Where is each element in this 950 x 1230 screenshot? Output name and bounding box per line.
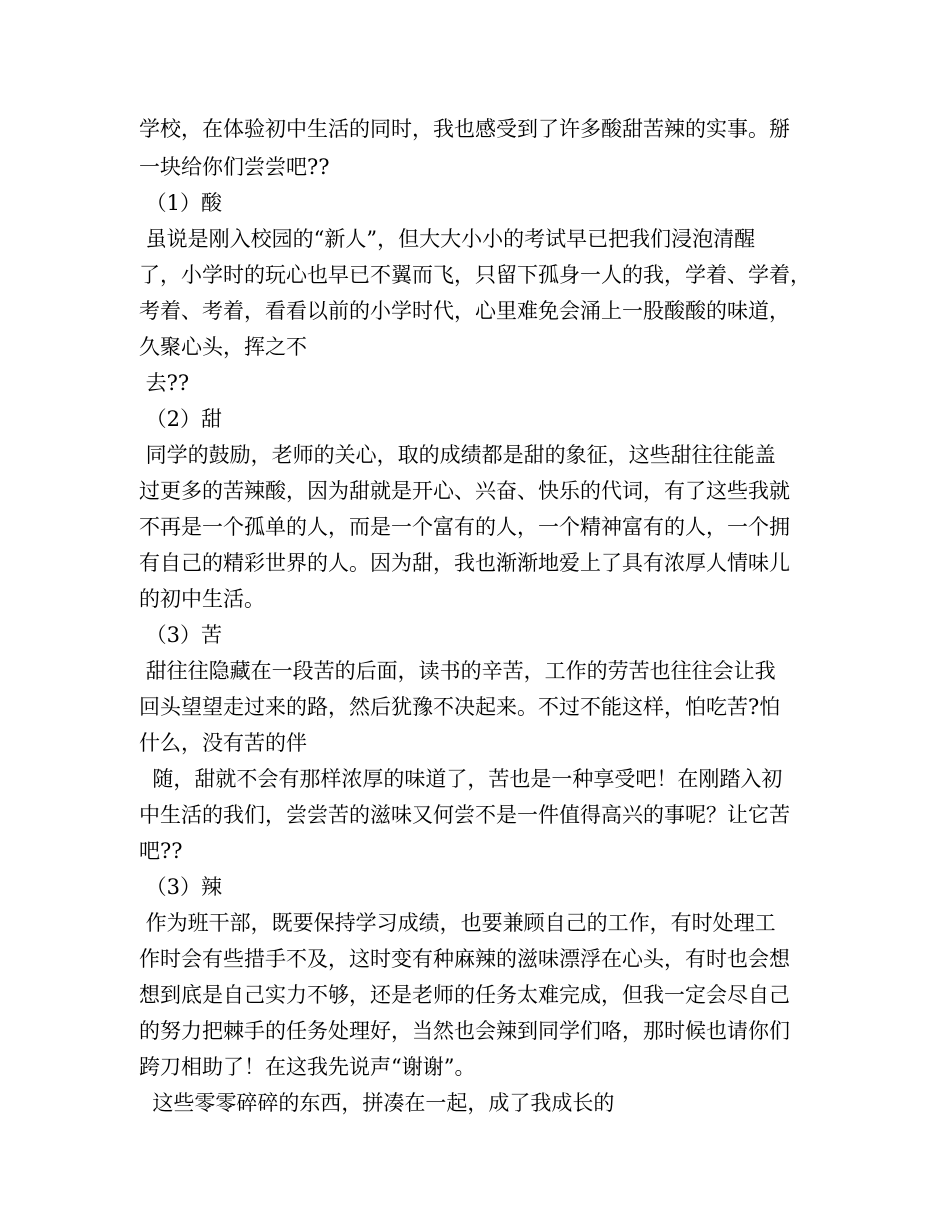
text-line-1: 学校，在体验初中生活的同时，我也感受到了许多酸甜苦辣的实事。掰 xyxy=(139,117,790,141)
text-line-20: 中生活的我们，尝尝苦的滋味又何尝不是一件值得高兴的事呢？让它苦 xyxy=(139,803,790,827)
text-line-11: 过更多的苦辣酸，因为甜就是开心、兴奋、快乐的代词，有了这些我就 xyxy=(139,479,790,503)
text-line-5: 了，小学时的玩心也早已不翼而飞，只留下孤身一人的我，学着、学着， xyxy=(139,263,811,287)
text-line-8: 去?? xyxy=(139,371,190,395)
text-line-7: 久聚心头，挥之不 xyxy=(139,335,307,359)
text-line-16: 甜往往隐藏在一段苦的后面，读书的辛苦，工作的劳苦也往往会让我 xyxy=(139,659,776,683)
text-line-27: 跨刀相助了！在这我先说声“谢谢”。 xyxy=(139,1055,476,1079)
text-line-21: 吧?? xyxy=(139,839,183,863)
text-line-13: 有自己的精彩世界的人。因为甜，我也渐渐地爱上了具有浓厚人情味儿 xyxy=(139,551,790,575)
text-line-18: 什么，没有苦的伴 xyxy=(139,731,307,755)
text-line-19: 随，甜就不会有那样浓厚的味道了，苦也是一种享受吧！在刚踏入初 xyxy=(139,767,783,791)
text-line-26: 的努力把棘手的任务处理好，当然也会辣到同学们咯，那时候也请你们 xyxy=(139,1019,790,1043)
text-line-24: 作时会有些措手不及，这时变有种麻辣的滋味漂浮在心头，有时也会想 xyxy=(139,947,790,971)
text-line-12: 不再是一个孤单的人，而是一个富有的人，一个精神富有的人，一个拥 xyxy=(139,515,790,539)
text-line-2: 一块给你们尝尝吧?? xyxy=(139,155,330,179)
section-heading-sour: （1）酸 xyxy=(139,191,223,215)
text-line-14: 的初中生活。 xyxy=(139,587,265,611)
text-line-4: 虽说是刚入校园的“新人”，但大大小小的考试早已把我们浸泡清醒 xyxy=(139,227,756,251)
text-line-10: 同学的鼓励，老师的关心，取的成绩都是甜的象征，这些甜往往能盖 xyxy=(139,443,776,467)
section-heading-sweet: （2）甜 xyxy=(139,407,223,431)
text-line-25: 想到底是自己实力不够，还是老师的任务太难完成，但我一定会尽自己 xyxy=(139,983,790,1007)
section-heading-bitter: （3）苦 xyxy=(139,623,223,647)
text-line-6: 考着、考着，看看以前的小学时代，心里难免会涌上一股酸酸的味道， xyxy=(139,299,790,323)
text-line-23: 作为班干部，既要保持学习成绩，也要兼顾自己的工作，有时处理工 xyxy=(139,911,776,935)
section-heading-spicy: （3）辣 xyxy=(139,875,223,899)
text-line-17: 回头望望走过来的路，然后犹豫不决起来。不过不能这样，怕吃苦?怕 xyxy=(139,695,781,719)
text-line-28: 这些零零碎碎的东西，拼凑在一起，成了我成长的 xyxy=(139,1091,615,1115)
